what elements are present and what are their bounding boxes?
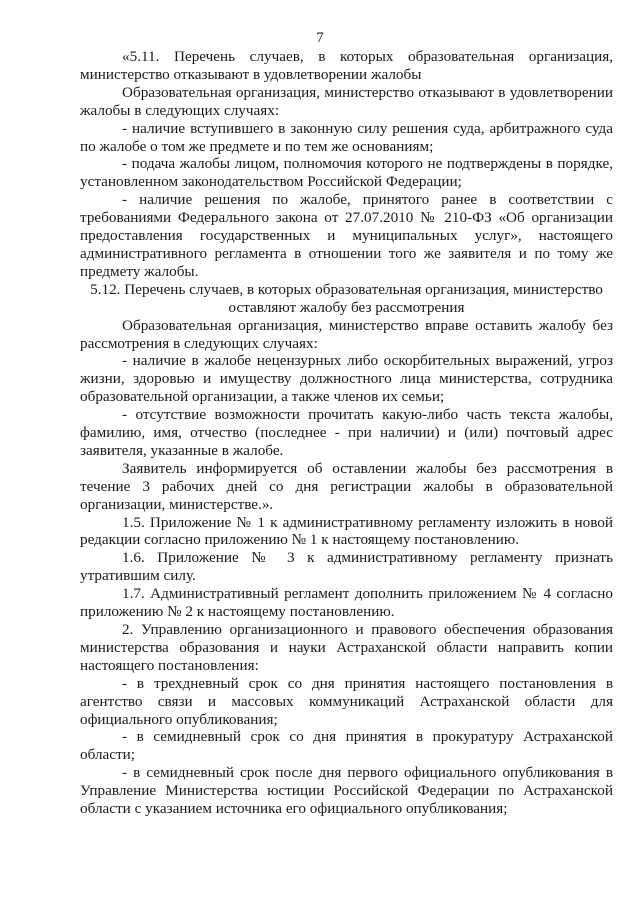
paragraph: Образовательная организация, министерство отказывают в удовлетворении жалобы в следующих случаях: [80,83,613,119]
paragraph: - наличие решения по жалобе, принятого ранее в соответствии с требованиями Федерального закона от 27.07.2010 № 210-ФЗ «Об организации предоставления государственных и муниципальных услуг», настоящего административного регламента в отношении того же заявителя и по тому же предмету жалобы. [80,191,613,280]
paragraph: «5.11. Перечень случаев, в которых образовательная организация, министерство отказывают в удовлетворении жалобы [80,48,613,83]
page-number: 7 [316,30,324,46]
document-body [80,48,613,818]
paragraph: 2. Управлению организационного и правового обеспечения образования министерства образования и науки Астраханской области направить копии настоящего постановления: [80,621,613,674]
paragraph: 1.5. Приложение № 1 к административному регламенту изложить в новой редакции согласно приложению № 1 к настоящему постановлению. [80,513,613,549]
paragraph: - наличие вступившего в законную силу решения суда, арбитражного суда по жалобе о том же предмете и по тем же основаниям; [80,119,613,155]
section-heading: 5.12. Перечень случаев, в которых образовательная организация, министерство оставляют жалобу без рассмотрения [90,280,603,316]
paragraph: Заявитель информируется об оставлении жалобы без рассмотрения в течение 3 рабочих дней со дня регистрации жалобы в образовательной организации, министерстве.». [80,459,613,513]
paragraph: - в семидневный срок после дня первого официального опубликования в Управление Министерства юстиции Российской Федерации по Астраханской области с указанием источника его официального опубликования; [80,764,613,818]
paragraph: Образовательная организация, министерство вправе оставить жалобу без рассмотрения в следующих случаях: [80,316,613,352]
paragraph: 1.7. Административный регламент дополнить приложением № 4 согласно приложению № 2 к настоящему постановлению. [80,585,613,621]
paragraph: - в трехдневный срок со дня принятия настоящего постановления в агентство связи и массовых коммуникаций Астраханской области для официального опубликования; [80,674,613,728]
paragraph: - подача жалобы лицом, полномочия которого не подтверждены в порядке, установленном законодательством Российской Федерации; [80,155,613,191]
paragraph: 1.6. Приложение № 3 к административному регламенту признать утратившим силу. [80,549,613,585]
paragraph: - наличие в жалобе нецензурных либо оскорбительных выражений, угроз жизни, здоровью и имуществу должностного лица министерства, сотрудника образовательной организации, а также членов их семьи; [80,352,613,406]
paragraph: - в семидневный срок со дня принятия в прокуратуру Астраханской области; [80,728,613,764]
paragraph: - отсутствие возможности прочитать какую-либо часть текста жалобы, фамилию, имя, отчество (последнее - при наличии) и (или) почтовый адрес заявителя, указанные в жалобе. [80,406,613,459]
